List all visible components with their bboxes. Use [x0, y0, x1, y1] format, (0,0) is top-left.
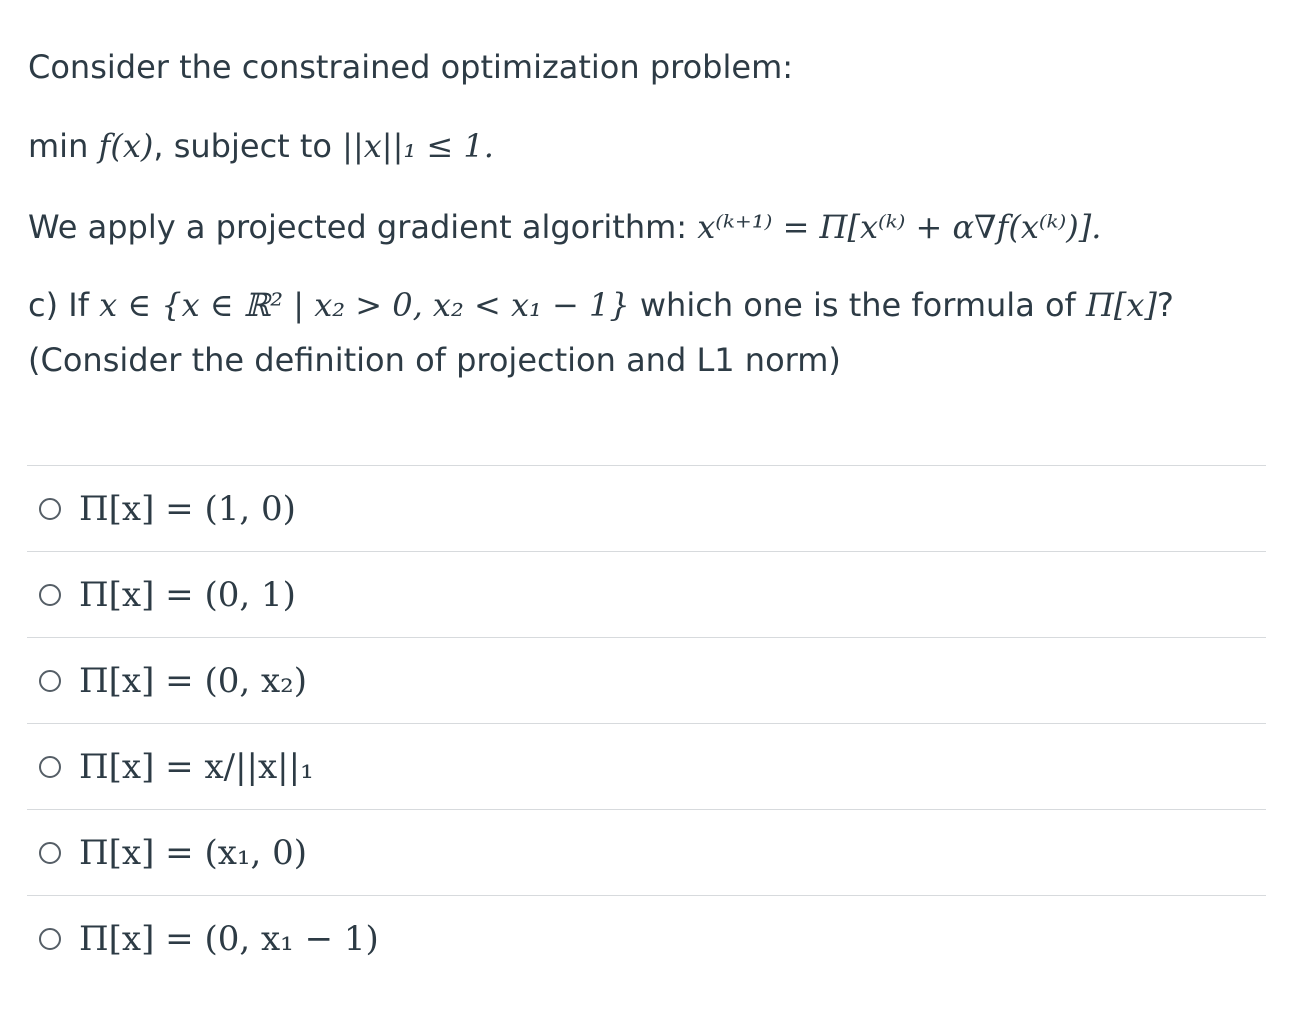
problem-middle: , subject to — [153, 127, 343, 165]
note-text: (Consider the definition of projection and L1 norm) — [28, 341, 841, 379]
radio-button[interactable] — [39, 584, 61, 606]
answer-option[interactable] — [27, 895, 1266, 981]
answer-option[interactable] — [27, 637, 1266, 723]
answer-list — [27, 465, 1266, 981]
radio-button[interactable] — [39, 756, 61, 778]
constraint-math: ||x||₁ ≤ 1. — [342, 127, 494, 165]
algo-math: x⁽ᵏ⁺¹⁾ = Π[x⁽ᵏ⁾ + α∇f(x⁽ᵏ⁾)]. — [697, 208, 1102, 246]
problem-statement — [28, 126, 494, 166]
answer-label: Π[x] = (1, 0) — [79, 488, 296, 529]
set-math: x ∈ {x ∈ ℝ² | x₂ > 0, x₂ < x₁ − 1} — [99, 286, 630, 324]
question-note — [28, 340, 841, 380]
answer-option[interactable] — [27, 551, 1266, 637]
answer-label: Π[x] = (x₁, 0) — [79, 832, 308, 873]
answer-option[interactable] — [27, 723, 1266, 809]
algorithm-statement — [28, 207, 1101, 247]
part-suffix: which one is the formula of — [629, 286, 1086, 324]
projection-math: Π[x] — [1085, 286, 1157, 324]
answer-label: Π[x] = (0, 1) — [79, 574, 296, 615]
radio-button[interactable] — [39, 928, 61, 950]
radio-button[interactable] — [39, 498, 61, 520]
answer-label: Π[x] = (0, x₁ − 1) — [79, 918, 379, 959]
answer-label: Π[x] = x/||x||₁ — [79, 746, 314, 787]
answer-option[interactable] — [27, 809, 1266, 895]
part-c-statement — [28, 285, 1174, 325]
part-end: ? — [1156, 286, 1174, 324]
radio-button[interactable] — [39, 842, 61, 864]
answer-label: Π[x] = (0, x₂) — [79, 660, 308, 701]
part-prefix: c) If — [28, 286, 100, 324]
question-intro — [28, 47, 793, 87]
algo-prefix: We apply a projected gradient algorithm: — [28, 208, 698, 246]
answer-option[interactable] — [27, 465, 1266, 551]
problem-prefix: min — [28, 127, 99, 165]
intro-text: Consider the constrained optimization problem: — [28, 48, 794, 86]
radio-button[interactable] — [39, 670, 61, 692]
objective-math: f(x) — [98, 127, 154, 165]
